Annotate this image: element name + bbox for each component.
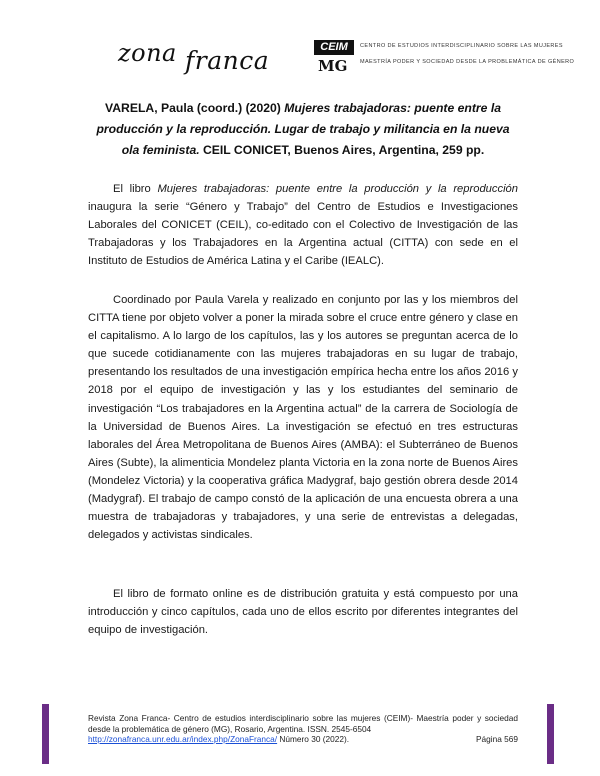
logo-word-zona: zona [118,39,177,67]
footer-accent-bar-left [42,704,49,764]
ceim-badge: CEIM [314,40,354,55]
footer-accent-bar-right [547,704,554,764]
p3-text: El libro de formato online es de distribución gratuita y está compuesto por una introducción y cinco capítulos, cada uno de ellos escrito por diferentes integrantes del equipo de investigación. [88,588,518,637]
footer-journal-info: Revista Zona Franca- Centro de estudios interdisciplinario sobre las mujeres (CEIM)- Maestría poder y sociedad desde la problemática de género (MG), Rosario, Argentina. ISSN. 2545-6504 [88,713,518,734]
title-book-name: Mujeres trabajadoras: puente entre la producción y la reproducción. Lugar de trabajo y militancia en la nueva ola feminista. [96,101,510,157]
ceim-caption-text: CENTRO DE ESTUDIOS INTERDISCIPLINARIO SOBRE LAS MUJERES [360,43,563,49]
footer-bottom-row [88,734,518,745]
journal-link[interactable]: http://zonafranca.unr.edu.ar/index.php/ZonaFranca/ [88,734,278,744]
paragraph-3 [88,585,518,639]
p1-intro: El libro [113,183,158,195]
page-number: Página 569 [476,734,518,744]
mg-caption-text: MAESTRÍA PODER Y SOCIEDAD DESDE LA PROBLEMÁTICA DE GÉNERO [360,59,575,65]
logo-word-franca: franca [185,46,270,75]
mg-mark: MG [318,57,348,75]
paragraph-2 [88,291,518,544]
title-publisher: CEIL CONICET, Buenos Aires, Argentina, 259 pp. [199,143,485,157]
zona-franca-logo [118,38,270,75]
footer-link-issue [88,734,349,745]
review-title [88,98,518,161]
ceim-caption [360,43,563,49]
ceim-mg-logo [314,40,575,80]
title-citation: VARELA, Paula (coord.) (2020) [105,101,285,115]
issue-number: Número 30 (2022). [277,734,350,744]
page-footer [88,713,518,745]
paragraph-1 [88,180,518,270]
p2-text: Coordinado por Paula Varela y realizado en conjunto por las y los miembros del CITTA tiene por objeto volver a poner la mirada sobre el cruce entre género y clase en el capitalismo. A lo largo de los capítulos, las y los autores se preguntan acerca de lo que sucede cotidianamente con las mujeres trabajadoras en su lugar de trabajo, presentando los resultados de una investigación empírica hecha entre los años 2016 y 2018 por el equipo de investigación y las y los estudiantes del seminario de investigación “Los trabajadores en la Argentina actual” de la carrera de Sociología de la Universidad de Buenos Aires. La investigación se efectuó en tres estructuras laborales del Área Metropolitana de Buenos Aires (AMBA): el Subterráneo de Buenos Aires (Subte), la alimenticia Mondelez planta Victoria en la zona norte de Buenos Aires (Mondelez Victoria) y la cooperativa gráfica Madygraf, bajo gestión obrera desde 2014 (Madygraf). El trabajo de campo constó de la aplicación de una encuesta obrera a una muestra de trabajadoras y trabajadores, y una serie de entrevistas a delegadas, delegados y activistas sindicales. [88,294,518,542]
mg-caption [360,59,574,65]
p1-book-title: Mujeres trabajadoras: puente entre la producción y la reproducción [157,183,519,195]
page-header [0,0,600,90]
p1-rest: inaugura la serie “Género y Trabajo” del Centro de Estudios e Investigaciones Laborales del CONICET (CEIL), co-editado con el Colectivo de Investigación de las Trabajadoras y los Trabajadores en la Argentina actual (CITTA) con sede en el Instituto de Estudios de América Latina y el Caribe (IEALC). [88,201,518,268]
